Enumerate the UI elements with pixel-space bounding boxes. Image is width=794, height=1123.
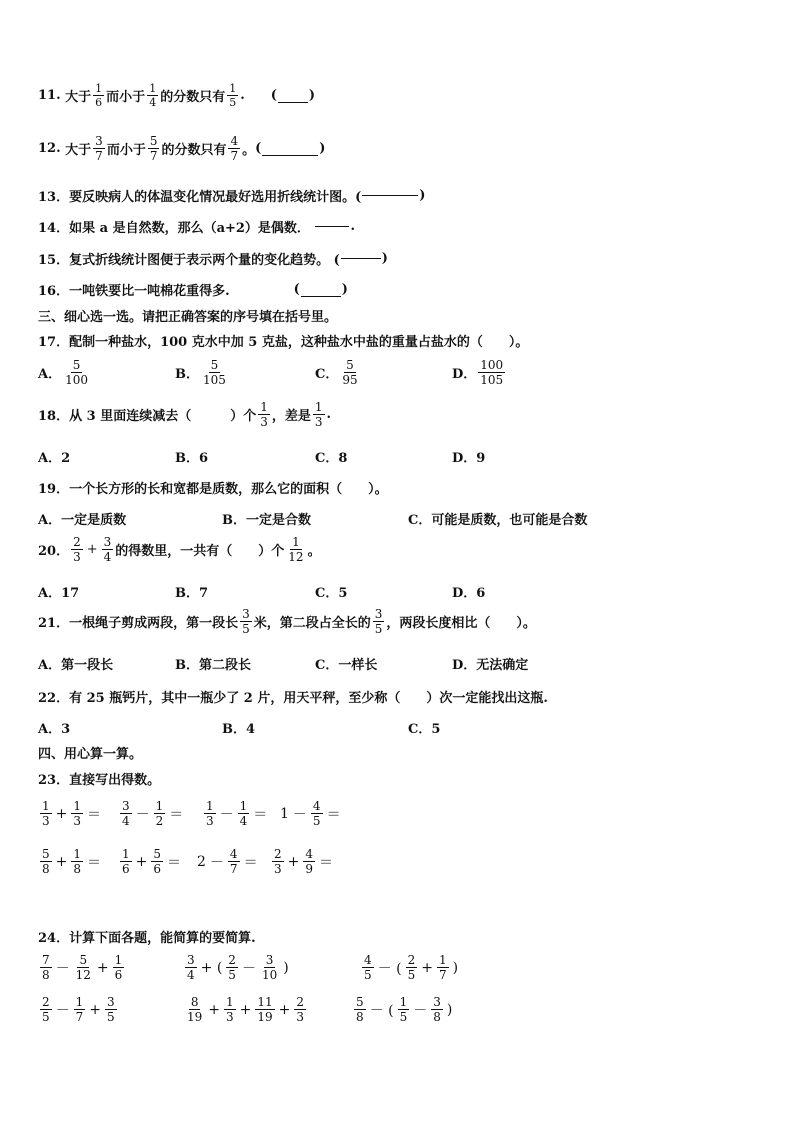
q23-equals: ＝ xyxy=(319,854,334,871)
q24-operator: ) xyxy=(283,959,289,976)
q20-frac2: $\frac{3}{4}$ xyxy=(103,535,112,564)
q24-operator: + xyxy=(278,1001,291,1018)
q23-frac: $\frac{4}{5}$ xyxy=(312,799,321,828)
question-21 xyxy=(38,608,536,635)
q23-frac: $\frac{3}{4}$ xyxy=(122,799,130,828)
q24-frac: $\frac{3}{5}$ xyxy=(107,995,115,1024)
q23-frac: $\frac{2}{3}$ xyxy=(274,847,282,876)
q24-operator: － ( xyxy=(377,960,402,977)
q23-equals: ＝ xyxy=(169,806,184,823)
q18-option-c[interactable]: C．8 xyxy=(315,451,348,466)
q12-frac3: $\frac{4}{7}$ xyxy=(230,134,239,163)
q17-option-d[interactable]: D． $\frac{100}{105}$ xyxy=(452,358,504,387)
q12-text2: 而小于 xyxy=(106,143,146,158)
q17-option-a[interactable]: A． $\frac{5}{100}$ xyxy=(38,358,88,387)
q14-text: 14．如果 a 是自然数，那么（a+2）是偶数． xyxy=(38,221,310,236)
q24-operator: － xyxy=(55,960,70,977)
q23-equals: ＝ xyxy=(243,854,258,871)
q21-frac2: $\frac{3}{5}$ xyxy=(374,607,383,636)
q24-operator: ) xyxy=(452,959,459,976)
question-15: 15．复式折线统计图便于表示两个量的变化趋势。 ( ) xyxy=(38,251,388,268)
q11-frac3: $\frac{1}{5}$ xyxy=(229,82,237,109)
q24-operator: － xyxy=(413,1002,428,1019)
q24-frac: $\frac{3}{8}$ xyxy=(433,995,441,1024)
q24-frac: $\frac{1}{7}$ xyxy=(75,995,84,1024)
q16-text: 16．一吨铁要比一吨棉花重得多. xyxy=(38,284,230,299)
q24-operator: + ( xyxy=(200,959,223,976)
q23-frac: $\frac{4}{7}$ xyxy=(229,847,238,876)
q24-operator: － ( xyxy=(369,1002,394,1019)
q18-text1: 18．从 3 里面连续减去（ ）个 xyxy=(38,409,257,424)
q21-text3: ，两段长度相比（ ）。 xyxy=(386,616,536,631)
q12-answer-paren[interactable]: ( ) xyxy=(255,141,326,156)
question-14: 14．如果 a 是自然数，那么（a+2）是偶数． . xyxy=(38,219,355,236)
q20-option-d[interactable]: D．6 xyxy=(452,586,486,601)
q23-equals: ＝ xyxy=(87,854,102,871)
q21-option-b[interactable]: B．第二段长 xyxy=(175,658,251,673)
q14-answer-blank[interactable] xyxy=(315,226,349,227)
q24-expression xyxy=(38,996,119,1023)
q23-frac: $\frac{1}{3}$ xyxy=(73,799,82,828)
q18-text2: ，差是 xyxy=(271,409,311,424)
question-19: 19．一个长方形的长和宽都是质数，那么它的面积（ ）。 xyxy=(38,482,388,497)
q11-answer-paren[interactable]: ( ) xyxy=(270,88,316,103)
q24-operator: + xyxy=(96,959,109,976)
q24-frac: $\frac{2}{5}$ xyxy=(407,953,416,982)
q24-frac: $\frac{4}{5}$ xyxy=(364,953,372,982)
q24-frac: $\frac{3}{4}$ xyxy=(187,953,195,982)
q20-option-b[interactable]: B．7 xyxy=(175,586,209,601)
q23-operator: + xyxy=(55,853,68,870)
q24-frac: $\frac{1}{7}$ xyxy=(438,953,447,982)
q24-operator: － xyxy=(241,960,256,977)
q24-frac: $\frac{1}{3}$ xyxy=(226,995,234,1024)
q18-frac1: $\frac{1}{3}$ xyxy=(260,400,268,429)
q21-text1: 21．一根绳子剪成两段，第一段长 xyxy=(38,616,239,631)
question-24: 24．计算下面各题，能简算的要简算. xyxy=(38,931,256,946)
q18-frac2: $\frac{1}{3}$ xyxy=(314,400,323,429)
q23-row2-expression xyxy=(195,848,260,875)
q12-number: 12. xyxy=(38,141,61,156)
q20-option-c[interactable]: C．5 xyxy=(315,586,348,601)
q23-frac: $\frac{5}{8}$ xyxy=(42,847,50,876)
q21-frac1: $\frac{3}{5}$ xyxy=(242,607,250,636)
q22-option-b[interactable]: B．4 xyxy=(222,722,256,737)
question-18: 18．从 3 里面连续减去（ ）个 $\frac{1}{3}$ ，差是 $\frac{1}{3}$ . xyxy=(38,400,332,429)
q24-frac: $\frac{7}{8}$ xyxy=(42,953,50,982)
question-22: 22．有 25 瓶钙片，其中一瓶少了 2 片，用天平秤，至少称（ ）次一定能找出这瓶. xyxy=(38,691,548,706)
q19-option-c[interactable]: C．可能是质数，也可能是合数 xyxy=(408,513,588,528)
q23-frac: $\frac{1}{6}$ xyxy=(122,847,130,876)
q24-frac: $\frac{1}{6}$ xyxy=(114,953,123,982)
q24-frac: $\frac{8}{19}$ xyxy=(187,995,203,1024)
q24-frac: $\frac{2}{5}$ xyxy=(42,995,50,1024)
q16-answer-paren[interactable]: ( ) xyxy=(293,282,348,297)
q24-frac: $\frac{2}{3}$ xyxy=(296,995,305,1024)
q22-option-c[interactable]: C．5 xyxy=(408,722,441,737)
q24-frac: $\frac{11}{19}$ xyxy=(257,995,273,1024)
q20-number: 20． xyxy=(38,544,70,559)
question-12 xyxy=(38,135,325,162)
q21-option-a[interactable]: A．第一段长 xyxy=(38,658,114,673)
q24-expression xyxy=(360,954,460,981)
q18-option-b[interactable]: B．6 xyxy=(175,451,209,466)
q23-row2-expression xyxy=(118,848,183,875)
q24-frac: $\frac{1}{5}$ xyxy=(399,995,408,1024)
q23-row1-expression xyxy=(118,800,185,827)
q11-frac1: $\frac{1}{6}$ xyxy=(95,82,103,109)
q12-text1: 大于 xyxy=(65,143,92,158)
question-16 xyxy=(38,280,348,299)
q13-answer-blank[interactable] xyxy=(362,195,418,196)
q24-operator: + xyxy=(421,959,433,976)
q24-operator: + xyxy=(239,1001,252,1018)
q20-text1: 的得数里，一共有（ ）个 xyxy=(115,544,285,559)
question-17: 17．配制一种盐水，100 克水中加 5 克盐，这种盐水中盐的重量占盐水的（ ）。 xyxy=(38,335,529,350)
q15-text: 15．复式折线统计图便于表示两个量的变化趋势。 ( xyxy=(38,253,340,268)
q23-operator: 2 xyxy=(197,853,206,870)
q23-operator: － xyxy=(292,806,307,823)
question-11 xyxy=(38,83,315,108)
q19-option-a[interactable]: A．一定是质数 xyxy=(38,513,127,528)
q19-option-b[interactable]: B．一定是合数 xyxy=(222,513,311,528)
q24-frac: $\frac{3}{10}$ xyxy=(261,953,278,982)
q11-number: 11. xyxy=(38,88,61,103)
q23-frac: $\frac{1}{2}$ xyxy=(155,799,164,828)
q17-option-b[interactable]: B． $\frac{5}{105}$ xyxy=(175,358,226,387)
q24-operator: + xyxy=(89,1001,102,1018)
q24-operator: － xyxy=(55,1002,70,1019)
q23-equals: ＝ xyxy=(253,806,268,823)
q23-operator: － xyxy=(135,806,150,823)
q23-row2-expression xyxy=(38,848,103,875)
q20-option-a[interactable]: A．17 xyxy=(38,586,80,601)
q23-frac: $\frac{5}{6}$ xyxy=(153,847,162,876)
q12-frac2: $\frac{5}{7}$ xyxy=(149,134,158,163)
q24-frac: $\frac{5}{12}$ xyxy=(75,953,91,982)
q23-operator: + xyxy=(135,853,148,870)
q21-option-d[interactable]: D．无法确定 xyxy=(452,658,529,673)
q15-answer-blank[interactable] xyxy=(341,258,381,259)
q24-expression xyxy=(38,954,126,981)
q12-text3: 的分数只有 xyxy=(161,143,227,158)
q24-frac: $\frac{5}{8}$ xyxy=(356,995,364,1024)
q11-period: . xyxy=(240,88,245,103)
q23-frac: $\frac{1}{4}$ xyxy=(239,799,248,828)
q24-frac: $\frac{2}{5}$ xyxy=(228,953,236,982)
q13-text: 13．要反映病人的体温变化情况最好选用折线统计图。( xyxy=(38,190,362,205)
q23-operator: + xyxy=(287,853,300,870)
q23-frac: $\frac{4}{9}$ xyxy=(305,847,314,876)
q24-operator: ) xyxy=(446,1001,453,1018)
q23-frac: $\frac{1}{8}$ xyxy=(73,847,82,876)
q23-frac: $\frac{1}{3}$ xyxy=(42,799,50,828)
q17-option-c[interactable]: C． $\frac{5}{95}$ xyxy=(315,358,358,387)
q21-text2: 米，第二段占全长的 xyxy=(253,616,371,631)
question-20: 20． $\frac{2}{3}$ + $\frac{3}{4}$ 的得数里，一共有（ ）个 $\frac{1}{12}$ 。 xyxy=(38,535,321,564)
q23-frac: $\frac{1}{3}$ xyxy=(206,799,214,828)
question-13: 13．要反映病人的体温变化情况最好选用折线统计图。( ) xyxy=(38,188,426,205)
q23-operator: + xyxy=(55,805,68,822)
q22-option-a[interactable]: A．3 xyxy=(38,722,71,737)
q24-expression xyxy=(352,996,454,1023)
q23-operator: 1 xyxy=(280,805,289,822)
q23-row1-expression xyxy=(202,800,269,827)
section-3-heading: 三、细心选一选。请把正确答案的序号填在括号里。 xyxy=(38,310,338,325)
q11-text1: 大于 xyxy=(65,90,92,105)
q23-row1-expression xyxy=(278,800,343,827)
q23-operator: － xyxy=(209,854,224,871)
q18-option-d[interactable]: D．9 xyxy=(452,451,486,466)
q11-frac2: $\frac{1}{4}$ xyxy=(149,82,157,109)
q12-frac1: $\frac{3}{7}$ xyxy=(95,134,103,163)
q23-row2-expression xyxy=(270,848,335,875)
q20-frac3: $\frac{1}{12}$ xyxy=(288,535,304,564)
q23-equals: ＝ xyxy=(87,806,102,823)
q12-period: 。 xyxy=(242,143,256,158)
question-23: 23．直接写出得数。 xyxy=(38,773,161,788)
q24-operator: + xyxy=(208,1001,221,1018)
q18-option-a[interactable]: A．2 xyxy=(38,451,71,466)
q23-row1-expression xyxy=(38,800,103,827)
q21-option-c[interactable]: C．一样长 xyxy=(315,658,378,673)
q20-frac1: $\frac{2}{3}$ xyxy=(73,535,81,564)
q24-expression xyxy=(183,996,308,1023)
q11-text2: 而小于 xyxy=(106,90,146,105)
q24-expression xyxy=(183,954,291,981)
q23-equals: ＝ xyxy=(326,806,341,823)
q11-text3: 的分数只有 xyxy=(160,90,226,105)
section-4-heading: 四、用心算一算。 xyxy=(38,747,143,762)
q23-operator: － xyxy=(219,806,234,823)
q23-equals: ＝ xyxy=(167,854,182,871)
